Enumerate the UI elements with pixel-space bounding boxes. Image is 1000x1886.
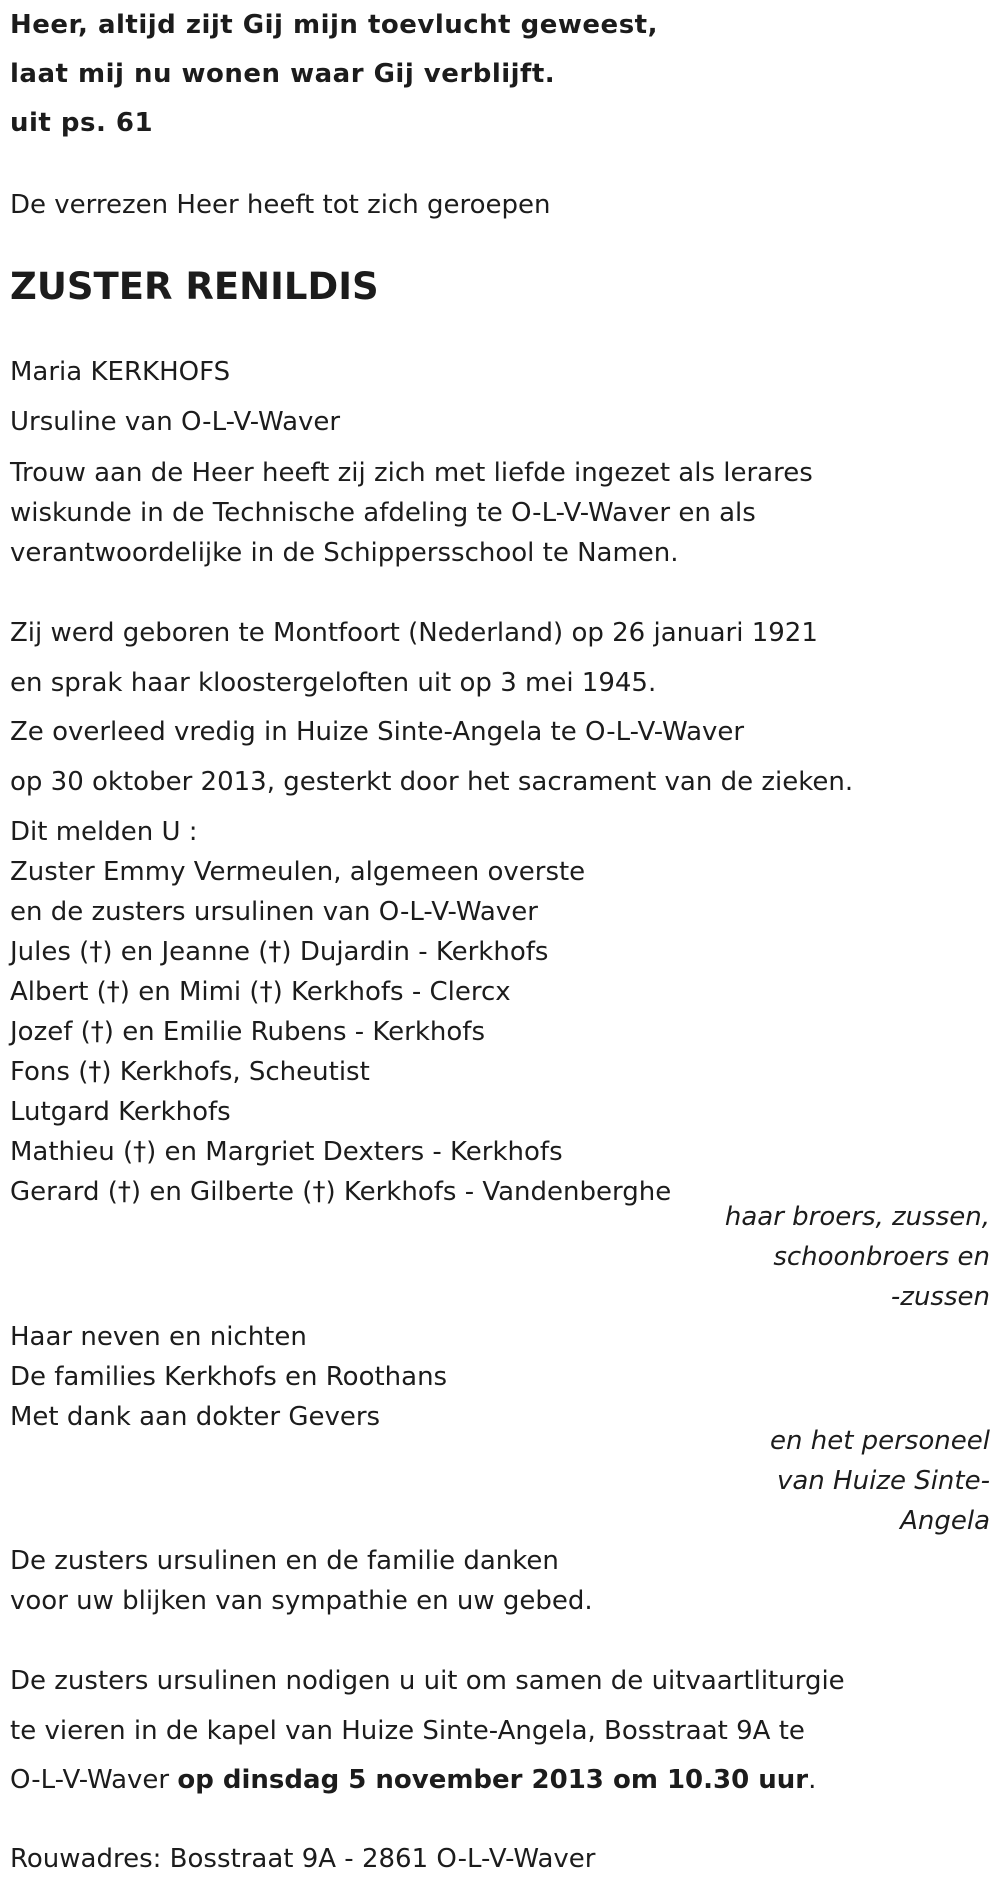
funeral-period: . <box>808 1765 817 1795</box>
others-line: Met dank aan dokter Gevers <box>10 1402 381 1432</box>
biography-line: en sprak haar kloostergeloften uit op 3 mei 1945. <box>10 668 657 698</box>
civil-name: Maria KERKHOFS <box>10 357 231 387</box>
thanks-line: De zusters ursulinen en de familie danken <box>10 1546 559 1576</box>
funeral-line-date <box>10 1765 816 1795</box>
announcer-line: Jules (†) en Jeanne (†) Dujardin - Kerkhofs <box>10 937 549 967</box>
deceased-title: ZUSTER RENILDIS <box>10 265 379 308</box>
thanks-line: voor uw blijken van sympathie en uw gebed. <box>10 1586 593 1616</box>
tribute-line: wiskunde in de Technische afdeling te O-L-V-Waver en als <box>10 498 756 528</box>
intro-text: De verrezen Heer heeft tot zich geroepen <box>10 190 551 220</box>
funeral-line: De zusters ursulinen nodigen u uit om samen de uitvaartliturgie <box>10 1666 845 1696</box>
verse-line-2: laat mij nu wonen waar Gij verblijft. <box>10 59 556 89</box>
others-line: De families Kerkhofs en Roothans <box>10 1362 448 1392</box>
others-line: Haar neven en nichten <box>10 1322 307 1352</box>
siblings-note-line: schoonbroers en <box>773 1242 990 1272</box>
announce-intro: Dit melden U : <box>10 817 198 847</box>
congregation: Ursuline van O-L-V-Waver <box>10 407 341 437</box>
mourning-address: Rouwadres: Bosstraat 9A - 2861 O-L-V-Waver <box>10 1844 596 1874</box>
announcer-line: Lutgard Kerkhofs <box>10 1097 231 1127</box>
biography-line: Ze overleed vredig in Huize Sinte-Angela te O-L-V-Waver <box>10 717 745 747</box>
funeral-place: O-L-V-Waver <box>10 1765 178 1795</box>
staff-note-line: en het personeel <box>769 1426 990 1456</box>
announcer-line: Gerard (†) en Gilberte (†) Kerkhofs - Vandenberghe <box>10 1177 672 1207</box>
announcer-line: Mathieu (†) en Margriet Dexters - Kerkhofs <box>10 1137 563 1167</box>
verse-line-1: Heer, altijd zijt Gij mijn toevlucht geweest, <box>10 10 658 40</box>
tribute-line: verantwoordelijke in de Schippersschool te Namen. <box>10 538 679 568</box>
announcer-line: Jozef (†) en Emilie Rubens - Kerkhofs <box>10 1017 486 1047</box>
staff-note-line: Angela <box>900 1506 990 1536</box>
announcer-line: Albert (†) en Mimi (†) Kerkhofs - Clercx <box>10 977 511 1007</box>
announcer-line: Fons (†) Kerkhofs, Scheutist <box>10 1057 370 1087</box>
biography-line: Zij werd geboren te Montfoort (Nederland) op 26 januari 1921 <box>10 618 818 648</box>
funeral-datetime: op dinsdag 5 november 2013 om 10.30 uur <box>177 1765 809 1795</box>
biography-line: op 30 oktober 2013, gesterkt door het sacrament van de zieken. <box>10 767 854 797</box>
staff-note-line: van Huize Sinte- <box>776 1466 990 1496</box>
tribute-line: Trouw aan de Heer heeft zij zich met liefde ingezet als lerares <box>10 458 813 488</box>
siblings-note-line: -zussen <box>890 1282 990 1312</box>
announcer-line: Zuster Emmy Vermeulen, algemeen overste <box>10 857 586 887</box>
verse-source: uit ps. 61 <box>10 108 154 138</box>
siblings-note-line: haar broers, zussen, <box>724 1202 990 1232</box>
funeral-line: te vieren in de kapel van Huize Sinte-Angela, Bosstraat 9A te <box>10 1716 805 1746</box>
announcer-line: en de zusters ursulinen van O-L-V-Waver <box>10 897 538 927</box>
